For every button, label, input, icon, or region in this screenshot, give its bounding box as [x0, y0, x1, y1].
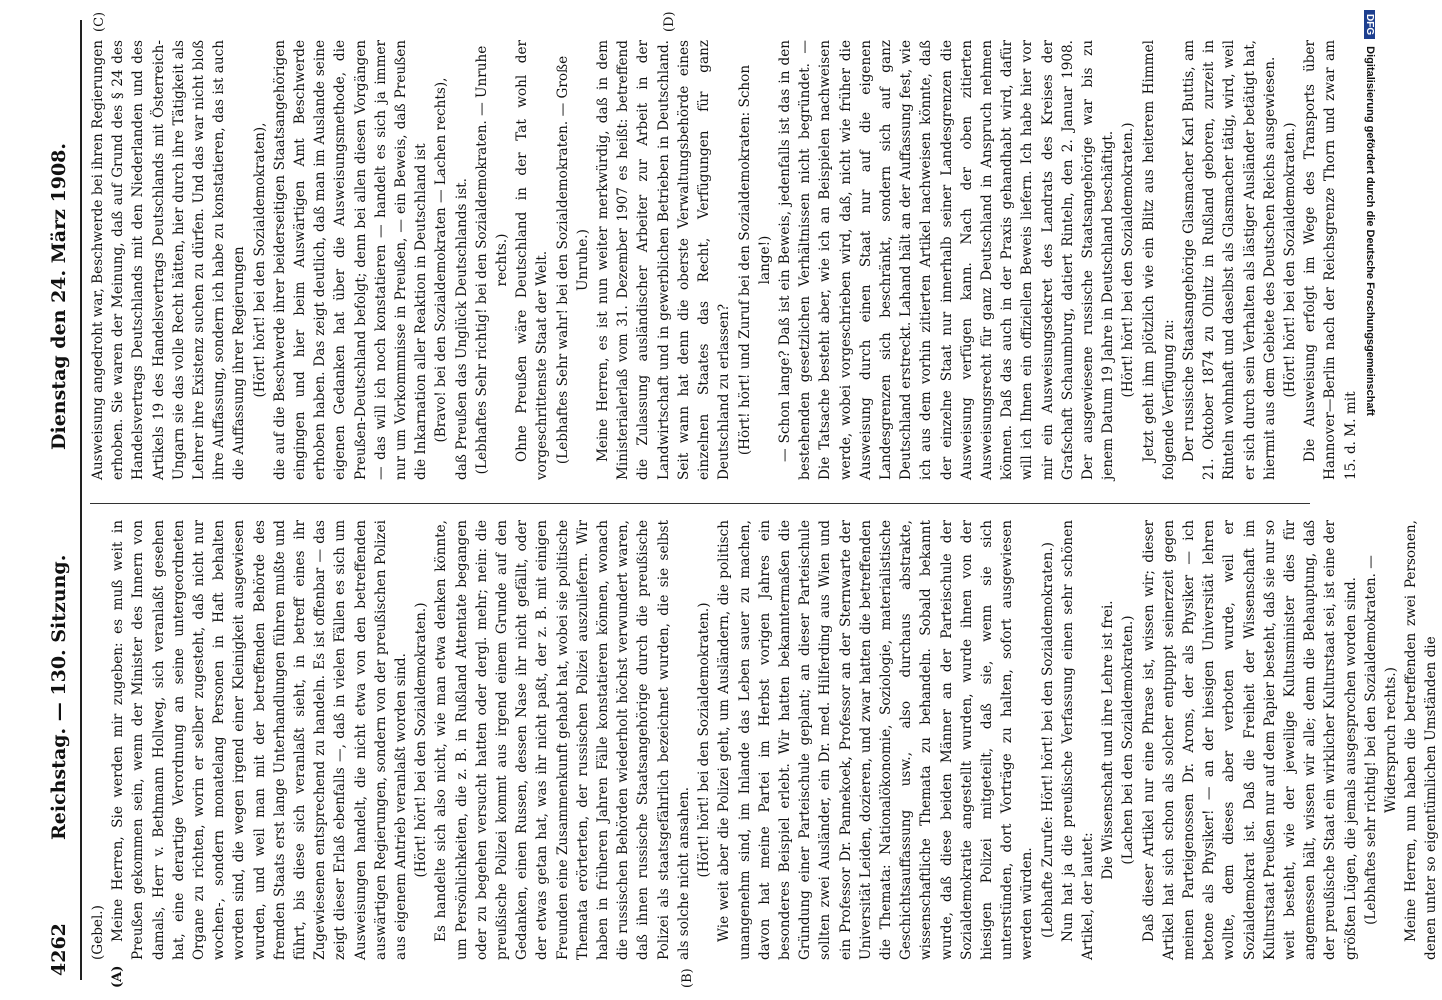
paragraph: Nun hat ja die preußische Verfassung einen sehr schönen Artikel, der lautet: — [1059, 520, 1096, 960]
page-header — [40, 20, 82, 980]
paragraph: Jetzt geht ihm plötzlich wie ein Blitz aus heiterem Himmel folgende Verfügung zu: — [1140, 40, 1177, 480]
left-column — [88, 519, 1440, 960]
interjection: (Hört! hört! bei den Sozialdemokraten.) — [696, 602, 713, 878]
interjection: (Lebhaftes sehr richtig! bei den Sozialdemokraten. — Widerspruch rechts.) — [1362, 555, 1399, 925]
paragraph: (Gebel.) — [90, 905, 106, 960]
page-number: 4262 — [48, 923, 70, 976]
paragraph: — Schon lange? Daß ist ein Beweis, jedenfalls ist das in den bestehenden gesetzlichen Verhältnissen nicht begründet. — Die Tatsache besteht aber, wie ich an Beispielen nachweisen werde, wobei vorgeschrieben wird, daß, nicht wie früher die Ausweisung durch einen Staat nur auf die eigenen Landesgrenzen sich beschränkt, sondern sich auf ganz Deutschland erstreckt. Lahand hält an der Auffassung fest, wie ich aus dem vorhin zitierten Artikel nachweisen könnte, daß der einzelne Staat nur innerhalb seiner Landesgrenzen die Ausweisung verfügen kann. Nach der oben zitierten Ausweisungsrecht für ganz Deutschland in Anspruch nehmen können. Daß das auch in der Praxis gehandhabt wird, dafür will ich Ihnen ein offiziellen Beweis liefern. Ich habe hier vor mir ein Ausweisungsdekret des Landrats des Kreises der Grafschaft Schaumburg, datiert Rinteln, den 2. Januar 1908. Der ausgewiesene russische Staatsangehörige war bis zu jenem Datum 19 Jahre in Deutschland beschäftigt. — [776, 40, 1117, 480]
paragraph: Der russische Staatsangehörige Glasmacher Karl Buttis, am 21. Oktober 1874 zu Olnitz in Rußland geboren, zurzeit in Rinteln wohnhaft und daselbst als Glasmacher tätig, wird, weil er sich durch sein Verhalten als lästiger Ausländer betätigt hat, hiermit aus dem Gebiete des Deutschen Reichs ausgewiesen. — [1180, 40, 1278, 480]
paragraph: Daß dieser Artikel nur eine Phrase ist, wissen wir; dieser Artikel hat sich schon als solcher entpuppt seinerzeit gegen meinen Parteigenossen Dr. Arons, der als Physiker — ich betone als Physiker! — an der hiesigen Universität lehren wollte, dem dieses aber verboten wurde, weil er Sozialdemokrat ist. Daß die Freiheit der Wissenschaft im Kulturstaat Preußen nur auf dem Papier besteht, daß sie nur so weit besteht, wie der jeweilige Kultusminister dies für angemessen hält, wissen wir alle; denn die Behauptung, daß der preußische Staat ein wirklicher Kulturstaat sei, ist eine der größten Lügen, die jemals ausgesprochen worden sind. — [1140, 520, 1359, 960]
paragraph: Es handelte sich also nicht, wie man etwa denken könnte, um Persönlichkeiten, die z. B. in Rußland Attentate begangen oder zu begehen versucht hatten oder dergl. mehr; nein: die preußische Polizei kommt aus irgend einem Grunde auf den Gedanken, einen Russen, dessen Nase ihr nicht gefällt, oder der etwas getan hat, was ihr nicht paßt, der z. B. mit einigen Freunden eine Zusammenkunft gehabt hat, wobei sie politische Themata erörterten, der russischen Polizei auszuliefern. Wir haben in früheren Jahren Fälle konstatieren können, wonach die russischen Behörden wiederholt höchst verwundert waren, daß ihnen russische Staatsangehörige durch die preußische Polizei als staatsgefährlich bezeichnet wurden, die sie selbst als solche nicht ansahen. — [433, 519, 692, 960]
interjection: (Hört! hört! bei den Sozialdemokraten.) — [1281, 122, 1298, 398]
paragraph: Meine Herren, nun haben die betreffenden zwei Personen, denen unter so eigentümlichen Umständen die — [1403, 520, 1440, 960]
margin-mark-a: (A) — [110, 965, 125, 988]
margin-mark-b: (B) — [680, 968, 695, 988]
interjection: (Hört! hört! bei den Sozialdemokraten.) — [413, 602, 430, 878]
paragraph: Meine Herren, es ist nun weiter merkwürdig, daß in dem Ministerialerlaß vom 31. Dezember 1907 es heißt: betreffend die Zulassung ausländischer Arbeiter zur Arbeit in der Landwirtschaft und in gewerblichen Betrieben in Deutschland. Seit wann hat denn die oberste Verwaltungsbehörde eines einzelnen Staates das Recht, Verfügungen für ganz Deutschland zu erlassen? — [595, 40, 733, 480]
interjection: (Lachen bei den Sozialdemokraten.) — [1120, 615, 1137, 865]
interjection: Die Wissenschaft und ihre Lehre ist frei. — [1100, 600, 1117, 880]
margin-mark-c: (C) — [92, 11, 107, 32]
paragraph: Meine Herren, Sie werden mir zugeben: es muß weit in Preußen gekommen sein, wenn der Minister des Innern von damals, Herr v. Bethmann Hollweg, sich veranlaßt gesehen hat, eine derartige Verordnung an seine untergeordneten Organe zu richten, worin er selber zugesteht, daß nicht nur wochen-, sondern monatelang Personen in Haft behalten worden sind, die wegen irgend einer Kleinigkeit ausgewiesen wurden, und weil man mit der betreffenden Behörde des fremden Staats erst lange Unterhandlungen führen mußte und führt, bis diese sich veranlaßt sieht, in betreff eines ihr Zugewiesenen entsprechend zu handeln. Es ist offenbar — das zeigt dieser Erlaß ebenfalls —, daß in vielen Fällen es sich um Ausweisungen handelt, die nicht etwa von den betreffenden auswärtigen Regierungen, sondern von der preußischen Polizei aus eigenem Antrieb veranlaßt worden sind. — [110, 520, 410, 960]
digitization-footer — [1356, 10, 1382, 990]
interjection: (Lebhaftes Sehr wahr! bei den Sozialdemokraten. — Große Unruhe.) — [554, 55, 591, 465]
interjection: (Lebhaftes Sehr richtig! bei den Sozialdemokraten. — Unruhe rechts.) — [473, 45, 511, 475]
paragraph: die auf die Beschwerde ihrer beiderseitigen Staatsangehörigen eingingen und hier beim Auswärtigen Amt Beschwerde erhoben haben. Das zeigt deutlich, daß man im Auslande seine eigenen Gedanken hat über die Ausweisungsmethode, die Preußen-Deutschland befolgt; denn bei allen diesen Vorgängen — das will ich noch konstatieren — handelt es sich ja immer nur um Vorkommnisse in Preußen, — ein Beweis, daß Preußen die Inkarnation aller Reaktion in Deutschland ist — [271, 40, 430, 480]
header-right-title: Dienstag den 24. März 1908. — [48, 142, 70, 450]
footer-text: Digitalisierung gefördert durch die Deutsche Forschungsgemeinschaft — [1364, 46, 1376, 416]
paragraph: Ausweisung angedroht war, Beschwerde bei ihren Regierungen erhoben. Sie waren der Meinung, daß auf Grund des § 24 des Handelsvertrags Deutschlands mit den Niederlanden und des Artikels 19 des Handelsvertrags Deutschlands mit Österreich-Ungarn sie das volle Recht hätten, hier durch ihre Tätigkeit als Lehrer ihre Existenz suchen zu dürfen. Und das war nicht bloß ihre Auffassung, sondern ich habe zu konstatieren, das ist auch die Auffassung ihrer Regierungen — [90, 40, 248, 480]
interjection: (Bravo! bei den Sozialdemokraten — Lachen rechts), — [433, 77, 450, 443]
paragraph: daß Preußen das Unglück Deutschlands ist. — [453, 178, 470, 480]
interjection: (Lebhafte Zurufe: Hört! hört! bei den Sozialdemokraten.) — [1039, 542, 1056, 938]
dfg-logo: DFG — [1364, 10, 1375, 39]
header-left-title: Reichstag. — 130. Sitzung. — [48, 554, 70, 840]
interjection: (Hört! hört! bei den Sozialdemokraten.) — [1120, 122, 1137, 398]
paragraph: Ohne Preußen wäre Deutschland in der Tat wohl der vorgeschrittenste Staat der Welt. — [514, 40, 551, 480]
margin-mark-d: (D) — [662, 11, 677, 32]
paragraph: Die Ausweisung erfolgt im Wege des Transports über Hannover—Berlin nach der Reichsgrenze Thorn und zwar am 15. d. M. mit — [1302, 40, 1359, 480]
column-divider — [90, 503, 1310, 504]
interjection: (Hört! hört! und Zuruf bei den Sozialdemokraten: Schon lange!) — [736, 64, 773, 456]
paragraph: Wie weit aber die Polizei geht, um Ausländern, die politisch unangenehm sind, im Inlande das Leben sauer zu machen, davon hat meine Partei im Herbst vorigen Jahres ein besonderes Beispiel erlebt. Wir hatten bekanntermaßen die Gründung einer Parteischule geplant; an dieser Parteischule sollten zwei Ausländer, ein Dr. med. Hilferding aus Wien und ein Professor Dr. Pannekoek, Professor an der Sternwarte der Universität Leiden, dozieren, und zwar hatten die betreffenden die Themata: Nationalökonomie, Soziologie, materialistische Geschichtsauffassung usw., also durchaus abstrakte, wissenschaftliche Themata zu behandeln. Sobald bekannt wurde, daß diese beiden Männer an der Parteischule der Sozialdemokratie angestellt wurden, wurde ihnen von der hiesigen Polizei mitgeteilt, daß sie, wenn sie sich unterstünden, dort Vorträge zu halten, sofort ausgewiesen werden würden. — [716, 520, 1036, 960]
right-column — [88, 40, 1359, 480]
interjection: (Hört! hört! bei den Sozialdemokraten), — [251, 122, 268, 398]
